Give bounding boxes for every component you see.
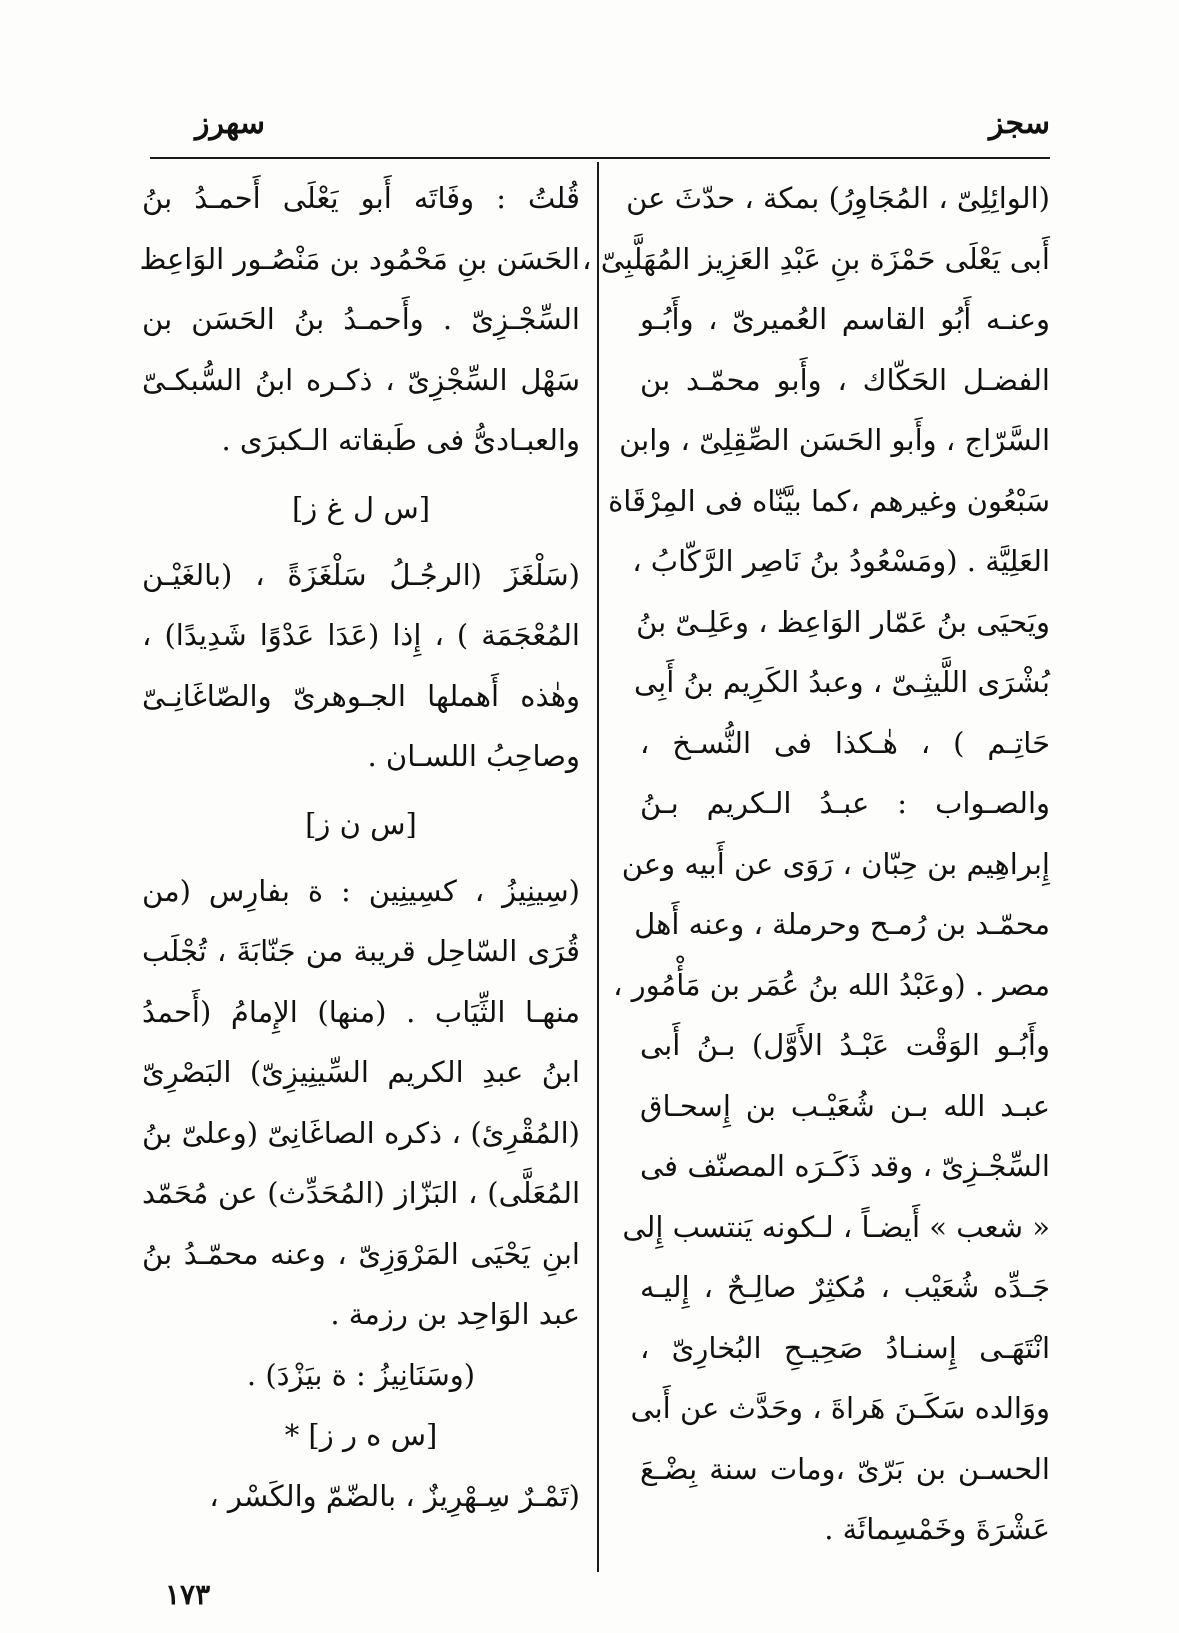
text-line: وصاحِبُ اللسـان . <box>367 739 580 773</box>
text-line: انْتَهَـى إِسنـادُ صَحِيـحِ البُخارِىّ ، <box>640 1330 1050 1365</box>
text-line: جَـدِّه شُعَيْب ، مُكثِرٌ صالِـحٌ ، إِليـه <box>640 1270 1050 1304</box>
text-line: (الوائِلِىّ ، المُجَاوِرُ) بمكة ، حدّثَ عن <box>626 181 1050 215</box>
text-line: وعنـه أَبُو القاسم العُميرىّ ، وأَبُـو <box>640 302 1050 336</box>
text-line: عبـد الله بـن شُعَيْـب بن إِسحـاق <box>640 1088 1050 1123</box>
text-line: وهٰذه أَهملها الجـوهرىّ والصّاغَانِـىّ <box>142 678 580 713</box>
text-line: ووَالده سَكَـنَ هَراةَ ، وحَدَّث عن أَبى <box>630 1391 1050 1425</box>
text-line: وأَبُـو الوَقْت عَبْـدُ الأَوَّل) بـنُ أَبى <box>640 1028 1050 1062</box>
text-line: أَبى يَعْلَى حَمْزَة بنِ عَبْدِ العَزِيز المُهَلَّبِىّ ، <box>582 241 1050 276</box>
page-number: ١٧٣ <box>165 1578 211 1611</box>
text-line: حَاتِـم ) ، هٰـكذا فى النُّسـخ ، <box>640 725 1050 760</box>
header-rule <box>150 157 1050 159</box>
text-line: (المُقْرِئ) ، ذكره الصاغَانِىّ (وعلىّ بنُ <box>142 1115 580 1150</box>
text-line: المُعَلَّى) ، البَزّاز (المُحَدِّث) عن مُحَمّد <box>142 1176 580 1210</box>
running-head-right: سجز <box>988 106 1050 141</box>
text-line: (تَمْـرٌ سِـهْرِيزٌ ، بالضّمّ والكَسْر ، <box>209 1478 580 1513</box>
text-line: السِّجْـزِىّ ، وقد ذَكَـرَه المصنّف فى <box>640 1149 1050 1183</box>
text-line: (سَلْغَزَ (الرجُـلُ سَلْغَزَةً ، (بالغَيْـن <box>142 557 580 592</box>
running-head-left: سهرز <box>195 106 266 141</box>
text-line: المُعْجَمَة ) ، إِذا (عَدَا عَدْوًا شَدِيدًا) ، <box>142 618 580 652</box>
right-column <box>582 168 1050 1560</box>
entry-heading: [س ل غ ز] <box>291 490 431 525</box>
text-line: الحسـن بن بَرّىّ ،ومات سنة بِضْـعَ <box>640 1451 1050 1486</box>
entry-line: (وسَنَانِيزُ : ة بيَزْدَ) . <box>246 1357 476 1392</box>
entry-heading: [س ن ز] <box>305 806 417 841</box>
text-line: السِّجْـزِىّ . وأَحمـدُ بنُ الحَسَن بن <box>142 302 580 336</box>
text-line: بُشْرَى اللَّيثِـىّ ، وعبدُ الكَرِيم بنُ أَبِى <box>634 665 1050 699</box>
text-line: إِبراهِيم بن حِبّان ، رَوَى عن أَبيه وعن <box>621 846 1050 881</box>
text-line: الفضـل الحَكّاك ، وأَبو محمّـد بن <box>640 362 1050 397</box>
entry-heading: [س ه ر ز] * <box>284 1418 438 1452</box>
text-line: (سِينِيزُ ، كسِينِين : ة بفارِس (من <box>142 873 580 908</box>
text-line: الحَسَن بنِ مَحْمُود بن مَنْصُـور الوَاعِظ <box>139 241 580 276</box>
text-line: منهـا الثِّيَاب . (منها) الإِمامُ (أَحمدُ <box>142 994 580 1029</box>
text-line: عَشْرَةَ وخَمْسِمائَة . <box>824 1512 1050 1546</box>
text-line: ويَحيَى بنُ عَمّار الوَاعِظ ، وعَلِـىّ بنُ <box>636 604 1050 639</box>
text-line: العَلِيَّة . (ومَسْعُودُ بنُ نَاصِر الرَّكّابُ ، <box>632 544 1050 578</box>
text-line: سَهْل السِّجْزِىّ ، ذكـره ابنُ السُّبكـىّ <box>142 362 580 397</box>
text-line: قُلتُ : وفَاتَه أَبو يَعْلَى أَحمـدُ بنُ <box>142 181 580 215</box>
column-divider <box>597 162 599 1572</box>
text-line: قُرَى السّاحِل قريبة من جَنّابَةَ ، تُجْلَب <box>142 934 580 968</box>
text-line: ابنِ يَحْيَى المَرْوَزِىّ ، وعنه محمّـدُ بنُ <box>142 1236 580 1271</box>
text-line: سَبْعُون وغيرهم ،كما بيَّنّاه فى المِرْقَاة <box>608 483 1050 518</box>
left-column <box>139 168 580 1526</box>
text-line: والعبـادىُّ فى طَبقاته الـكبرَى . <box>221 423 580 457</box>
text-line: والصـواب : عبـدُ الـكريم بـنُ <box>640 786 1050 820</box>
text-line: عبد الوَاحِد بن رزمة . <box>330 1297 580 1331</box>
text-line: محمّـد بن رُمـح وحرملة ، وعنه أَهل <box>634 907 1050 941</box>
text-line: « شعب » أَيضـاً ، لـكونه يَنتسب إِلى <box>622 1209 1050 1244</box>
page-header <box>150 106 1050 156</box>
text-line: مصر . (وعَبْدُ الله بنُ عُمَر بن مَأْمُور ، <box>613 967 1050 1002</box>
text-line: ابنُ عبدِ الكريم السِّينِيزِىّ) البَصْرِىّ <box>142 1055 580 1089</box>
text-line: السَّرّاج ، وأَبو الحَسَن الصِّقِلِىّ ، وابن <box>619 423 1050 457</box>
